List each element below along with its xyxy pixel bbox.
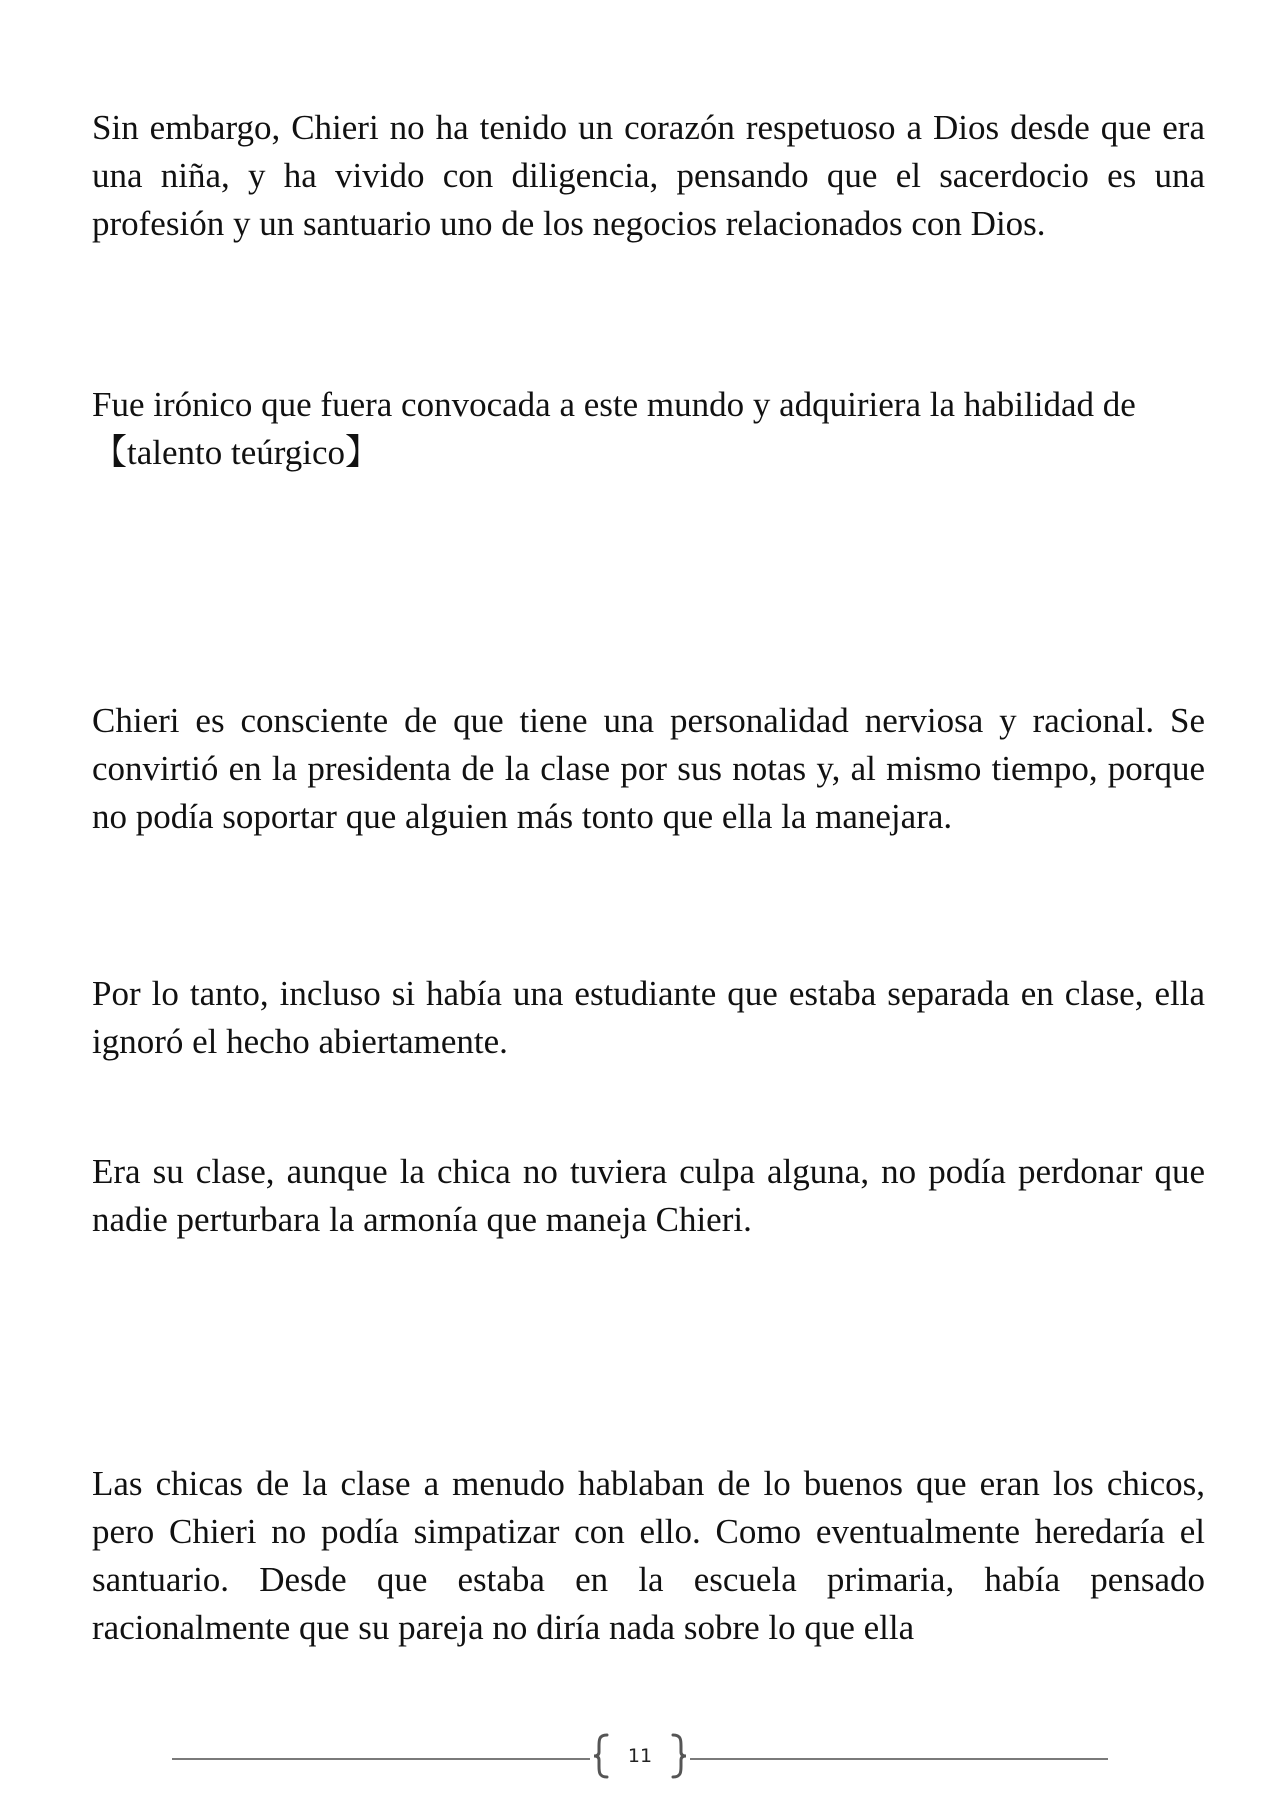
right-brace-icon bbox=[668, 1732, 688, 1780]
paragraph: Sin embargo, Chieri no ha tenido un corazón respetuoso a Dios desde que era una niña, y ha vivido con diligencia, pensando que el sacerdocio es una profesión y un santuario uno de los negocios relacionados con Dios. bbox=[92, 108, 1205, 243]
page-footer bbox=[0, 1732, 1280, 1784]
page-number: 11 bbox=[627, 1745, 653, 1767]
paragraph: Chieri es consciente de que tiene una personalidad nerviosa y racional. Se convirtió en la presidenta de la clase por sus notas y, al mismo tiempo, porque no podía soportar que alguien más tonto que ella la manejara. bbox=[92, 701, 1205, 836]
left-brace-icon bbox=[592, 1732, 612, 1780]
paragraph: Las chicas de la clase a menudo hablaban de lo buenos que eran los chicos, pero Chieri no podía simpatizar con ello. Como eventualmente heredaría el santuario. Desde que estaba en la escuela primaria, había pensado racionalmente que su pareja no diría nada sobre lo que ella bbox=[92, 1464, 1205, 1647]
paragraph: Por lo tanto, incluso si había una estudiante que estaba separada en clase, ella ignoró el hecho abiertamente. bbox=[92, 974, 1205, 1061]
paragraph: Fue irónico que fuera convocada a este mundo y adquiriera la habilidad de【talento teúrgico】 bbox=[92, 385, 1136, 472]
footer-rule-right bbox=[690, 1758, 1108, 1760]
paragraph: Era su clase, aunque la chica no tuviera culpa alguna, no podía perdonar que nadie perturbara la armonía que maneja Chieri. bbox=[92, 1152, 1205, 1239]
footer-rule-left bbox=[172, 1758, 590, 1760]
